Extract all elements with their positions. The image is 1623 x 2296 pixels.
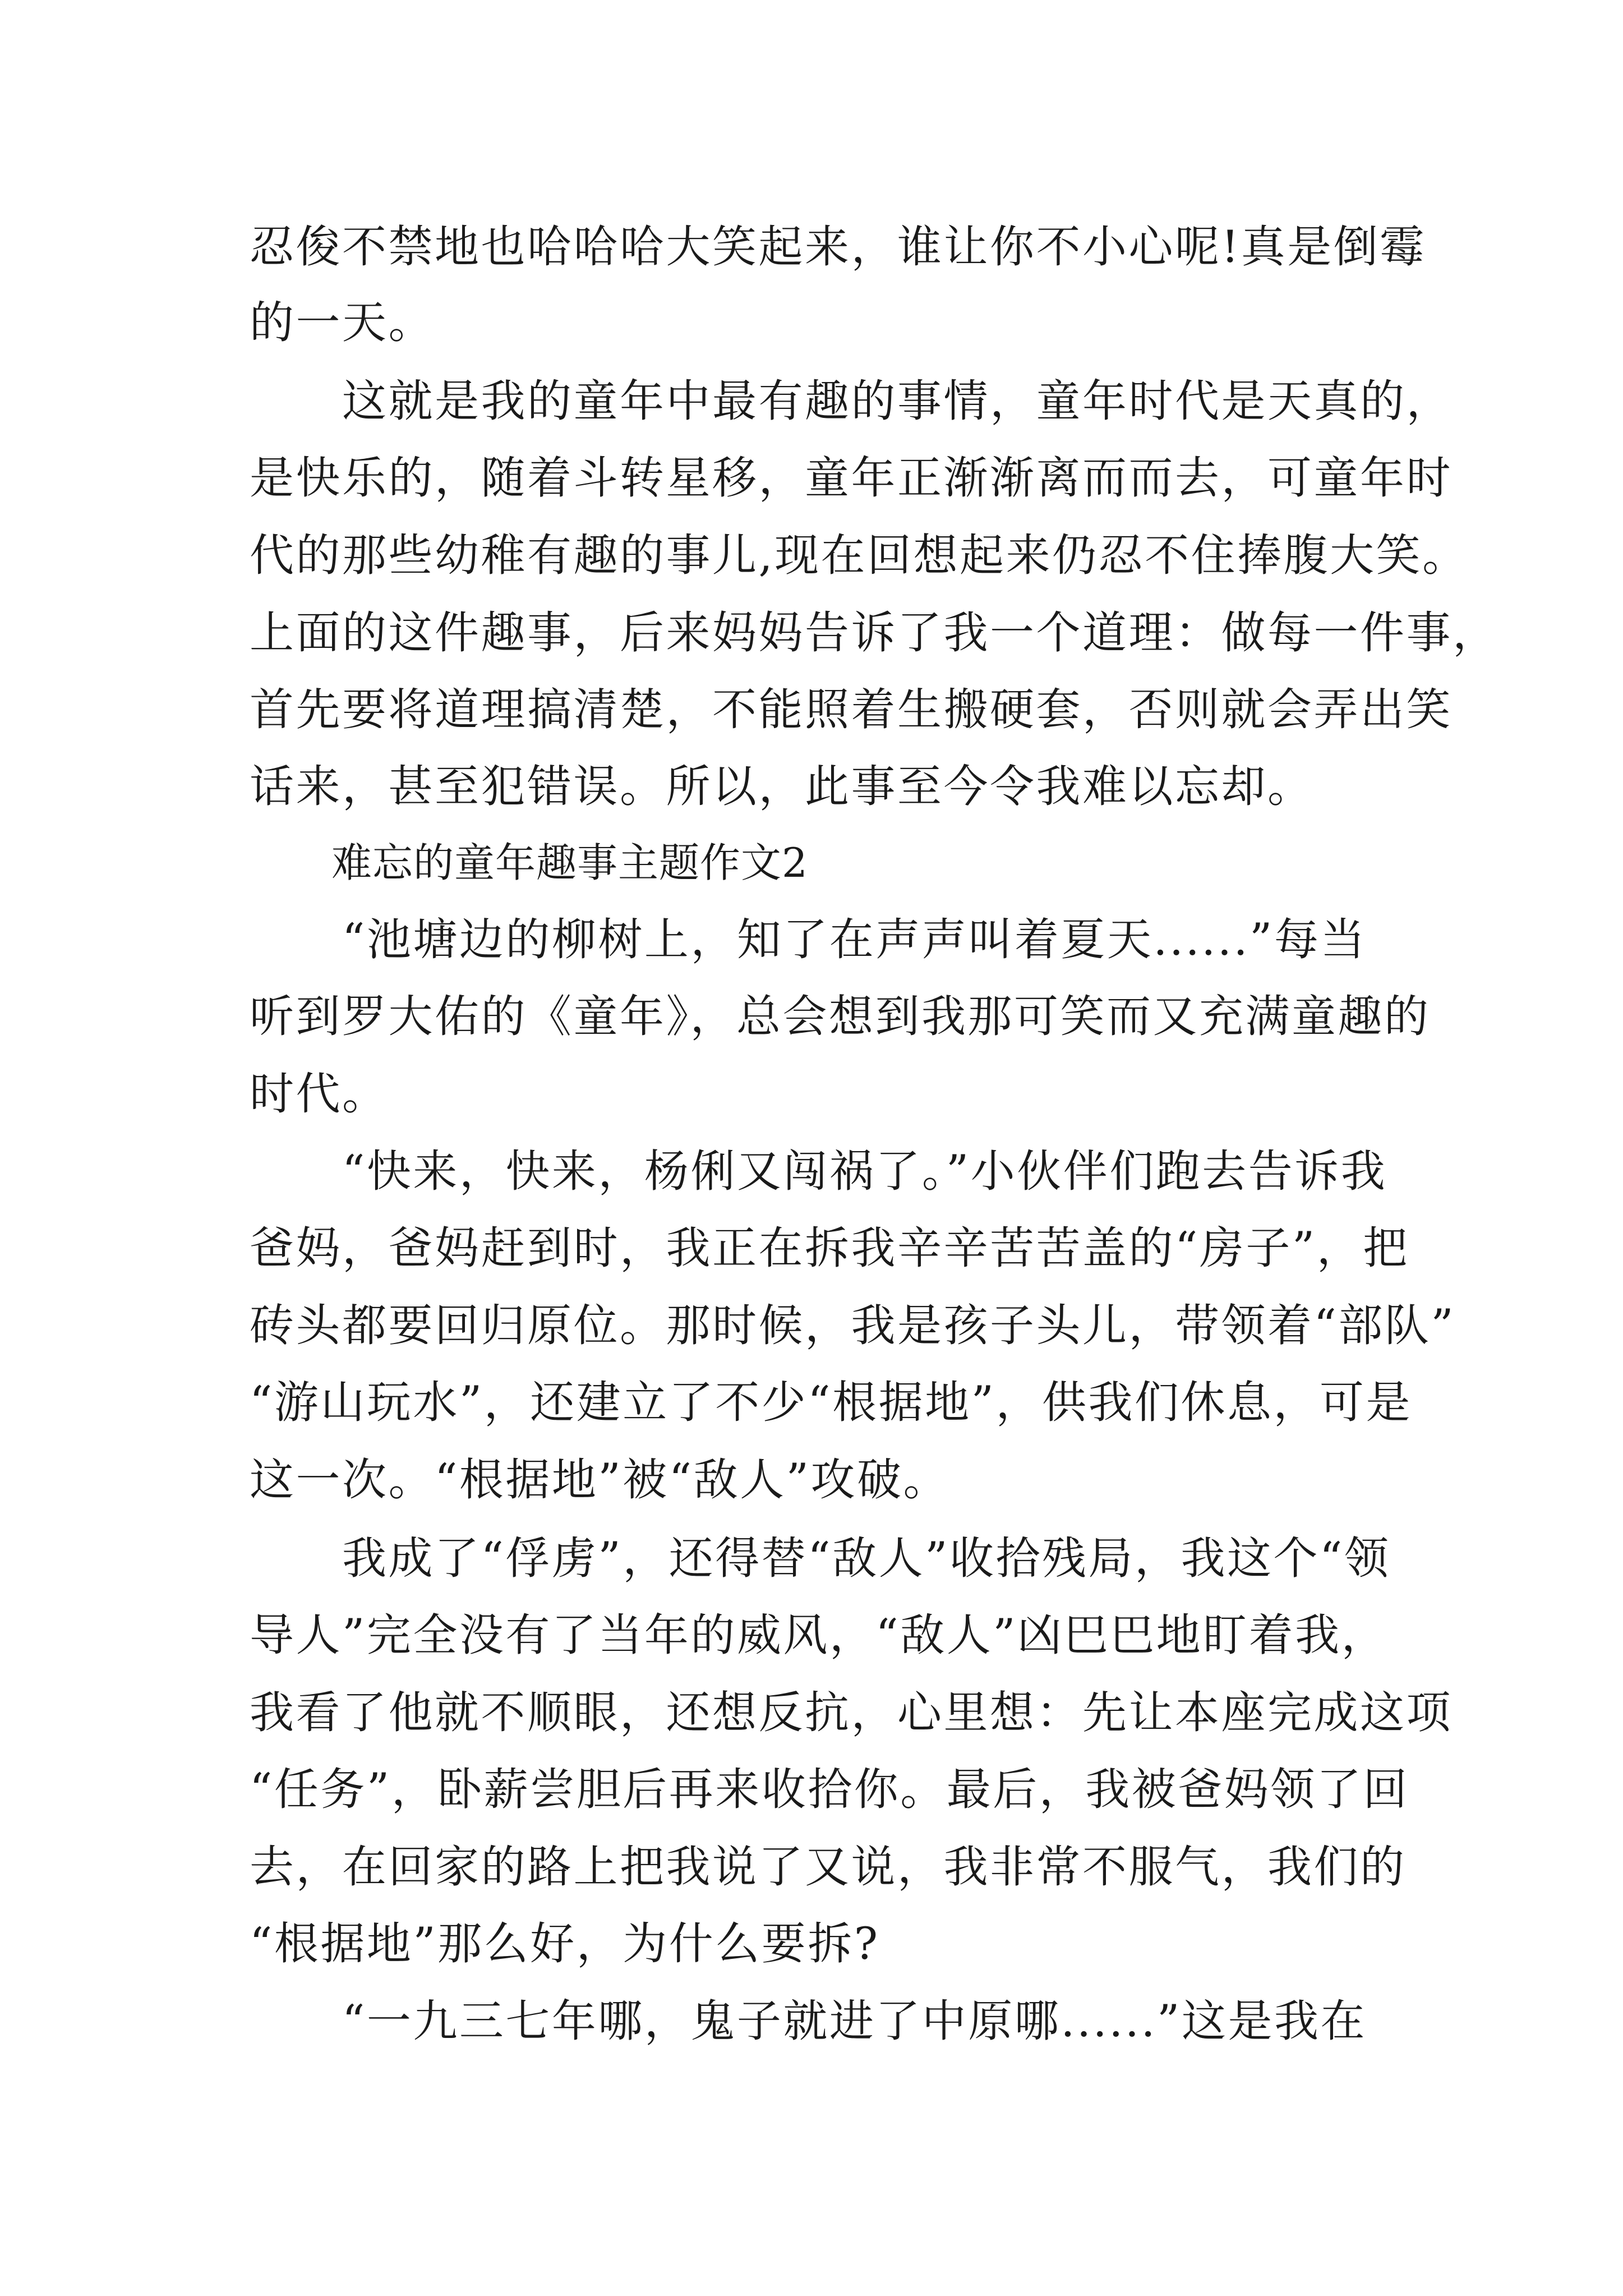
text-line: 导人”完全没有了当年的威风，“敌人”凶巴巴地盯着我，	[250, 1609, 1388, 1661]
text-line: 我成了“俘虏”，还得替“敌人”收拾残局，我这个“领	[250, 1533, 1391, 1584]
text-line: 的一天。	[250, 297, 435, 348]
text-line: 时代。	[250, 1068, 389, 1120]
text-line: “池塘边的柳树上，知了在声声叫着夏天......”每当	[250, 914, 1367, 965]
text-line: 我看了他就不顺眼，还想反抗，心里想：先让本座完成这项	[250, 1687, 1453, 1738]
text-line: 这就是我的童年中最有趣的事情，童年时代是天真的，	[250, 375, 1453, 427]
section-heading: 难忘的童年趣事主题作文2	[250, 839, 808, 886]
text-line: “根据地”那么好，为什么要拆?	[250, 1918, 880, 1970]
text-line: 听到罗大佑的《童年》，总会想到我那可笑而又充满童趣的	[250, 991, 1431, 1042]
text-line: “一九三七年哪，鬼子就进了中原哪......”这是我在	[250, 1995, 1367, 2047]
text-line: 话来，甚至犯错误。所以，此事至今令我难以忘却。	[250, 761, 1314, 812]
text-line: 是快乐的，随着斗转星移，童年正渐渐离而而去，可童年时	[250, 452, 1453, 504]
text-line: 爸妈，爸妈赶到时，我正在拆我辛辛苦苦盖的“房子”，把	[250, 1222, 1409, 1274]
text-line: 上面的这件趣事，后来妈妈告诉了我一个道理：做每一件事，	[250, 607, 1499, 659]
text-line: 去，在回家的路上把我说了又说，我非常不服气，我们的	[250, 1841, 1407, 1893]
text-line: 这一次。“根据地”被“敌人”攻破。	[250, 1454, 950, 1506]
text-line: “快来，快来，杨俐又闯祸了。”小伙伴们跑去告诉我	[250, 1145, 1387, 1197]
text-line: “任务”，卧薪尝胆后再来收拾你。最后，我被爸妈领了回	[250, 1764, 1409, 1815]
text-line: “游山玩水”，还建立了不少“根据地”，供我们休息，可是	[250, 1377, 1413, 1428]
text-line: 代的那些幼稚有趣的事儿,现在回想起来仍忍不住捧腹大笑。	[250, 530, 1469, 581]
text-line: 砖头都要回归原位。那时候，我是孩子头儿，带领着“部队”	[250, 1300, 1456, 1351]
text-line: 忍俊不禁地也哈哈哈大笑起来，谁让你不小心呢!真是倒霉	[250, 221, 1426, 273]
text-line: 首先要将道理搞清楚，不能照着生搬硬套，否则就会弄出笑	[250, 684, 1453, 735]
